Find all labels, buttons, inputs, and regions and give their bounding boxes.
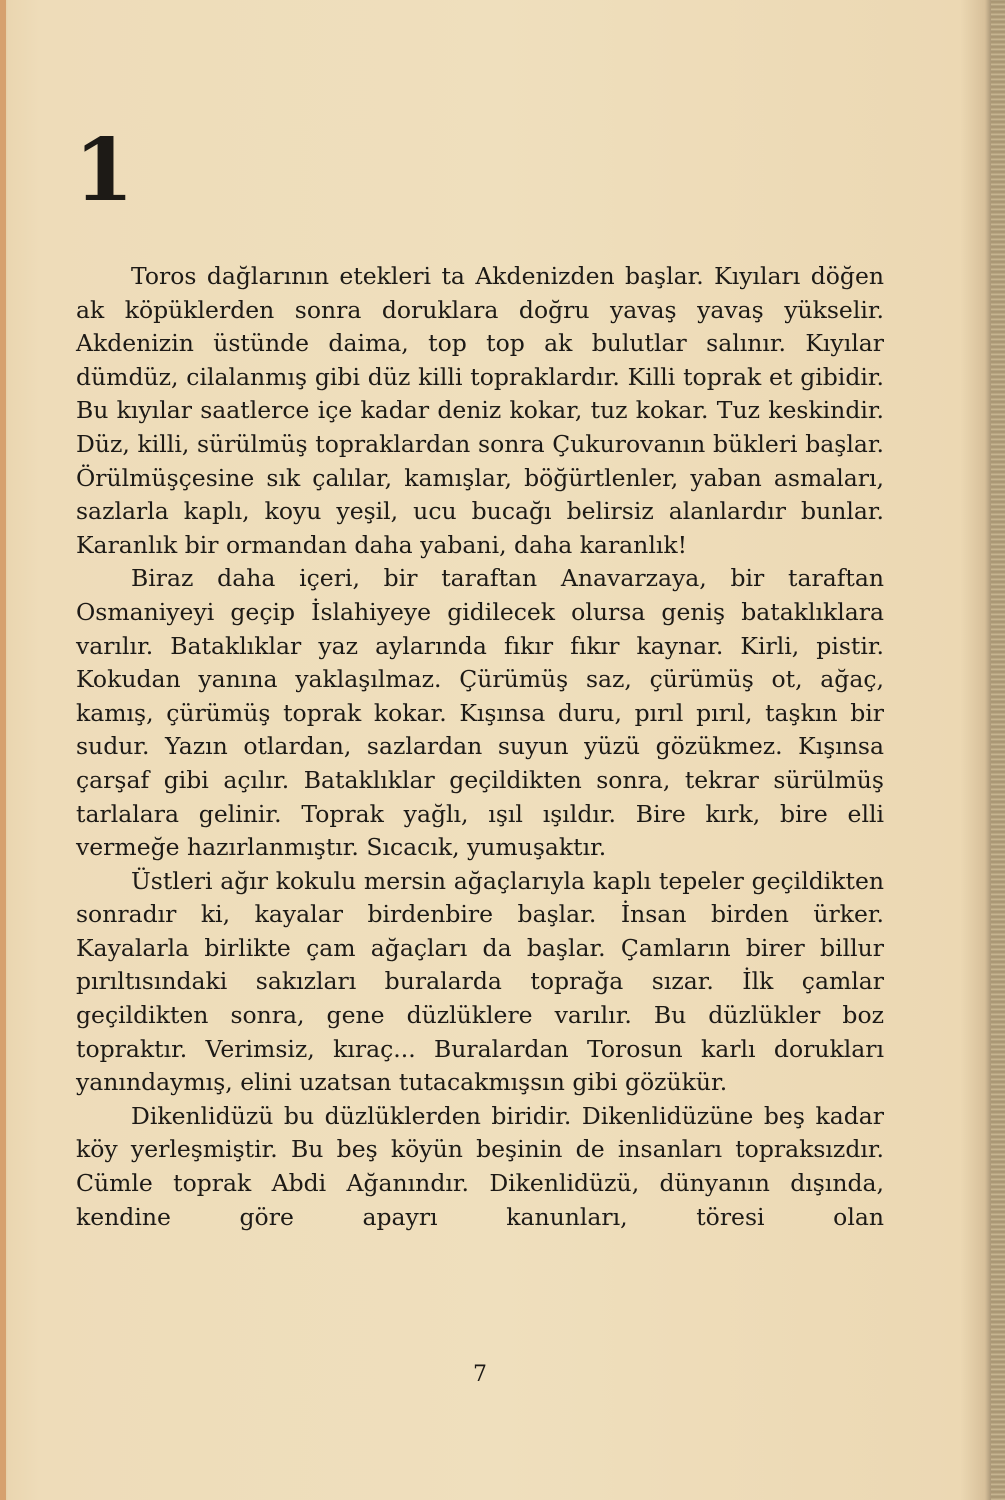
body-text (76, 260, 884, 1234)
paragraph-2: Biraz daha içeri, bir taraftan Anavarzaya, bir taraftan Osmaniyeyi geçip İslahiyeye gidilecek olursa geniş bataklıklara varılır. Bataklıklar yaz aylarında fıkır fıkır kaynar. Kirli, pistir. Kokudan yanına yaklaşılmaz. Çürümüş saz, çürümüş ot, ağaç, kamış, çürümüş toprak kokar. Kışınsa duru, pırıl pırıl, taşkın bir sudur. Yazın otlardan, sazlardan suyun yüzü gözükmez. Kışınsa çarşaf gibi açılır. Bataklıklar geçildikten sonra, tekrar sürülmüş tarlalara gelinir. Toprak yağlı, ışıl ışıldır. Bire kırk, bire elli vermeğe hazırlanmıştır. Sıcacık, yumuşaktır. (76, 564, 884, 862)
page-left-edge (0, 0, 6, 1500)
chapter-number: 1 (74, 120, 134, 221)
paragraph-3: Üstleri ağır kokulu mersin ağaçlarıyla kaplı tepeler geçildikten sonradır ki, kayalar birdenbire başlar. İnsan birden ürker. Kayalarla birlikte çam ağaçları da başlar. Çamların birer billur pırıltısındaki sakızları buralarda toprağa sızar. İlk çamlar geçildikten sonra, gene düzlüklere varılır. Bu düzlükler boz topraktır. Verimsiz, kıraç... Buralardan Torosun karlı dorukları yanındaymış, elini uzatsan tutacakmışsın gibi gözükür. (76, 866, 884, 1097)
page-number: 7 (473, 1362, 487, 1387)
paragraph-4: Dikenlidüzü bu düzlüklerden biridir. Dikenlidüzüne beş kadar köy yerleşmiştir. Bu beş köyün beşinin de insanları topraksızdır. Cümle toprak Abdi Ağanındır. Dikenlidüzü, dünyanın dışında, kendine göre apayrı kanunları, töresi olan (76, 1101, 884, 1231)
page-right-edge (991, 0, 1005, 1500)
paragraph-1: Toros dağlarının etekleri ta Akdenizden başlar. Kıyıları döğen ak köpüklerden sonra doruklara doğru yavaş yavaş yükselir. Akdenizin üstünde daima, top top ak bulutlar salınır. Kıyılar dümdüz, cilalanmış gibi düz killi topraklardır. Killi toprak et gibidir. Bu kıyılar saatlerce içe kadar deniz kokar, tuz kokar. Tuz keskindir. Düz, killi, sürülmüş topraklardan sonra Çukurovanın bükleri başlar. Örülmüşçesine sık çalılar, kamışlar, böğürtlenler, yaban asmaları, sazlarla kaplı, koyu yeşil, ucu bucağı belirsiz alanlardır bunlar. Karanlık bir ormandan daha yabani, daha karanlık! (76, 262, 884, 559)
